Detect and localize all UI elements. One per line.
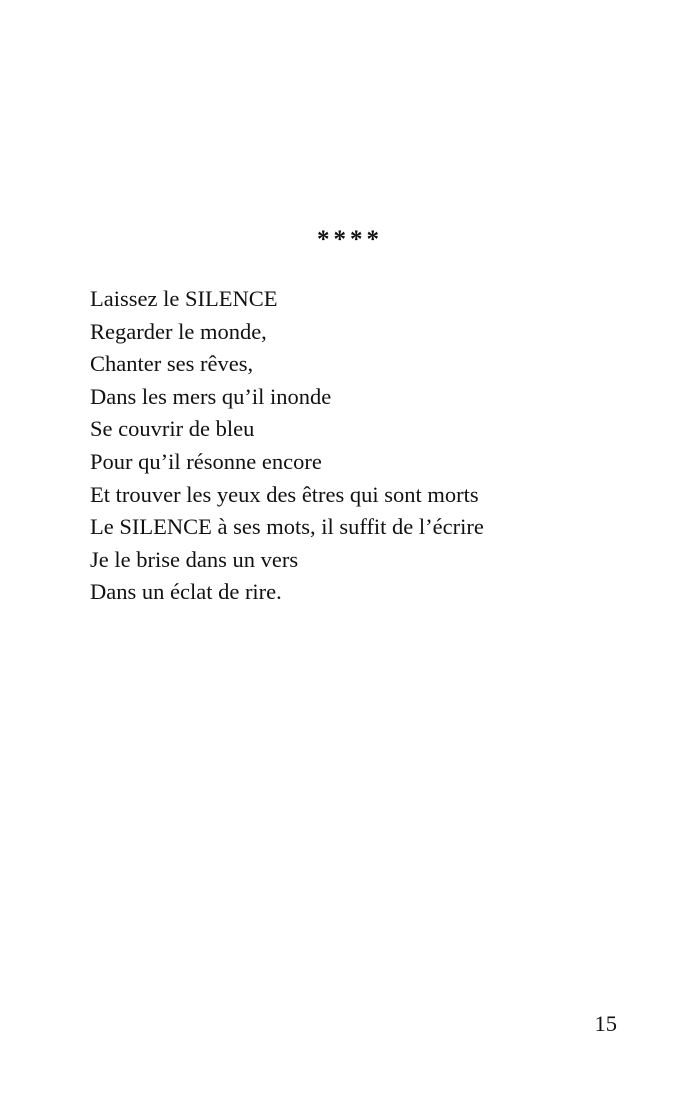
poem-body bbox=[90, 283, 660, 609]
poem-line: Pour qu’il résonne encore bbox=[90, 448, 322, 474]
poem-line: Chanter ses rêves, bbox=[90, 351, 254, 377]
section-divider: **** bbox=[317, 226, 383, 253]
poem-line: Je le brise dans un vers bbox=[90, 546, 299, 572]
poem-line: Dans les mers qu’il inonde bbox=[90, 383, 332, 409]
poem-line: Laissez le SILENCE bbox=[90, 286, 278, 311]
poem-line: Se couvrir de bleu bbox=[90, 416, 255, 442]
poem-line: Dans un éclat de rire. bbox=[90, 579, 282, 605]
poem-line: Et trouver les yeux des êtres qui sont morts bbox=[90, 481, 479, 507]
poem-line: Regarder le monde, bbox=[90, 318, 267, 344]
poem-line: Le SILENCE à ses mots, il suffit de l’écrire bbox=[90, 514, 484, 540]
page-number: 15 bbox=[594, 1011, 617, 1036]
